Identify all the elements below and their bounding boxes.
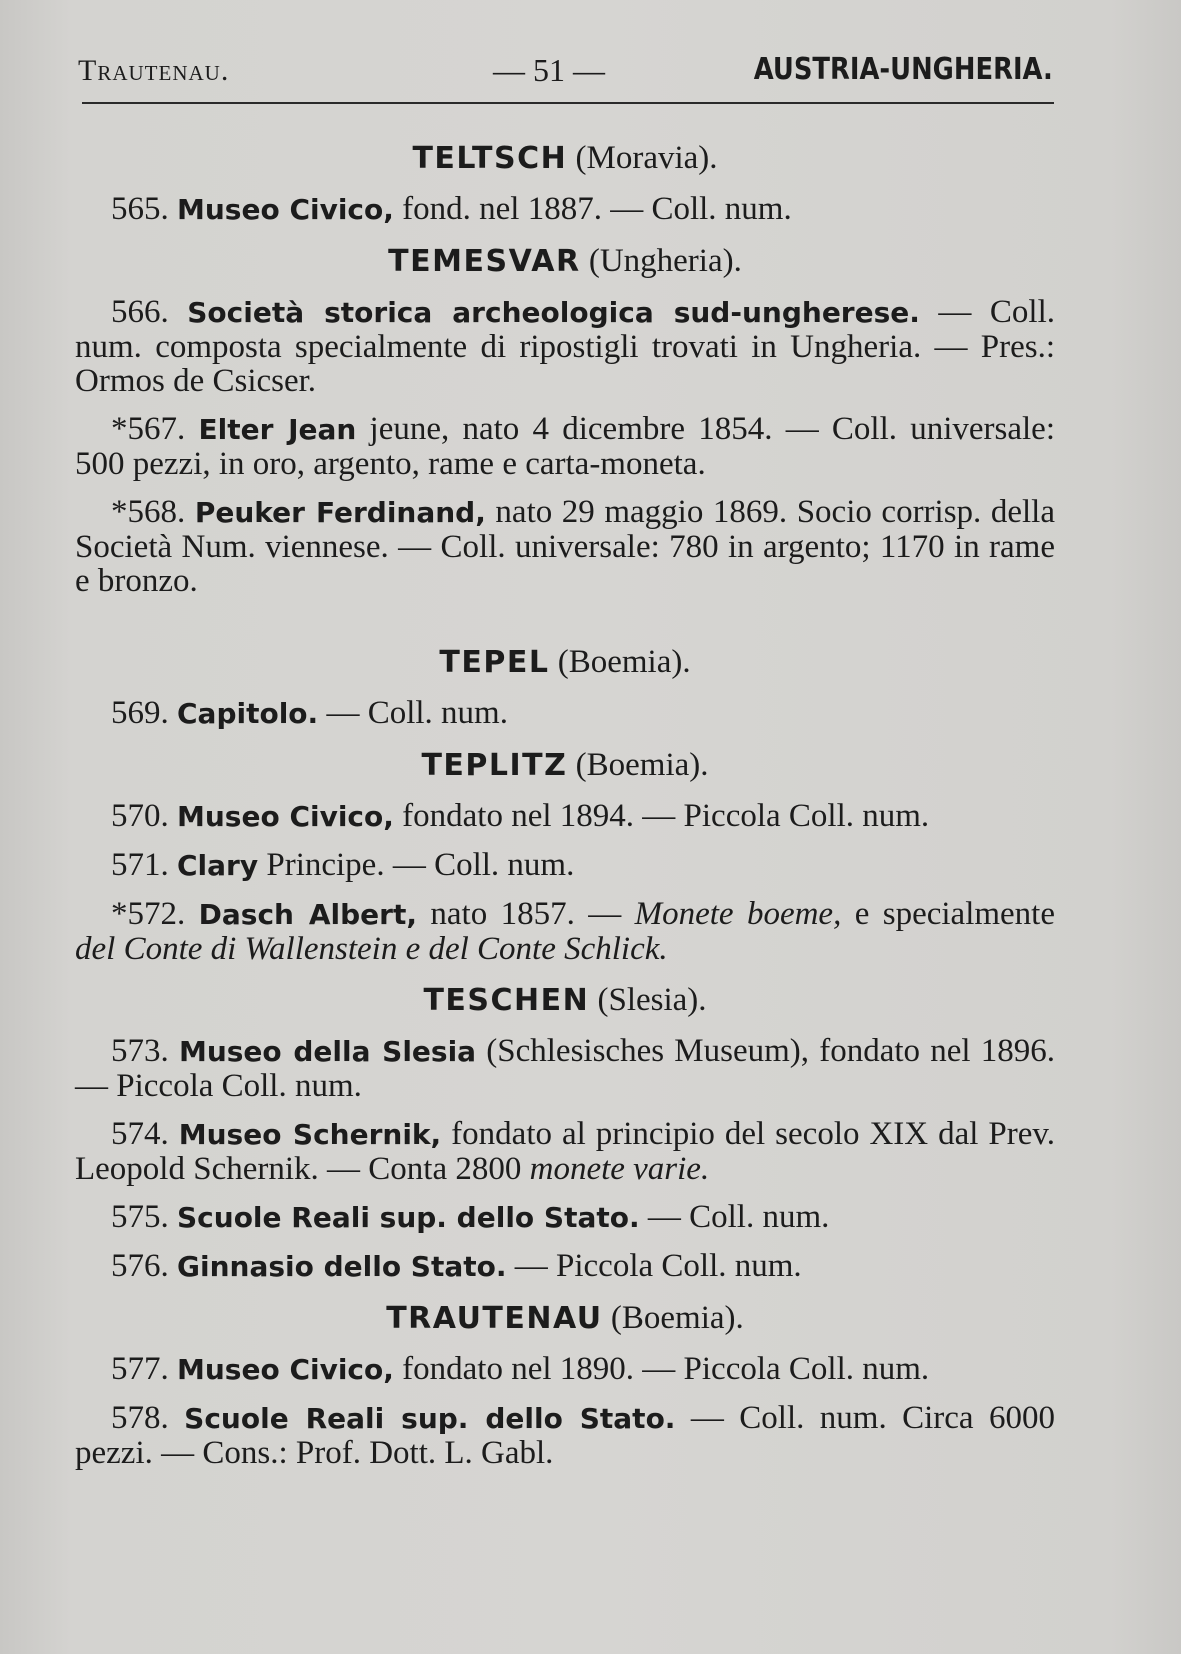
entry-number: *568. xyxy=(111,494,186,530)
entry-italic: Monete boeme, xyxy=(634,896,842,932)
entry-number: 571. xyxy=(111,847,169,883)
entry-text: fondato nel 1894. — Piccola Coll. num. xyxy=(393,798,930,834)
entry-text: Principe. — Coll. num. xyxy=(258,847,575,883)
entry-number: 570. xyxy=(111,798,169,834)
entry-name: Museo Schernik, xyxy=(178,1118,442,1151)
entry-name: Peuker Ferdinand, xyxy=(194,496,486,529)
entry-name: Scuole Reali sup. dello Stato. xyxy=(184,1402,676,1435)
city-name: TEPLITZ xyxy=(421,748,568,783)
entry-italic: monete varie. xyxy=(529,1151,710,1187)
entry-name: Museo Civico, xyxy=(177,800,394,833)
page-number: — 51 — xyxy=(493,52,605,88)
city-heading xyxy=(75,980,1055,1020)
country-heading: AUSTRIA-UNGHERIA. xyxy=(753,52,1053,87)
entry-number: 578. xyxy=(111,1400,169,1436)
entry-name: Museo Civico, xyxy=(177,1353,394,1386)
catalog-entry xyxy=(75,799,1055,834)
entry-number: 573. xyxy=(111,1033,169,1069)
city-region: (Moravia). xyxy=(575,140,718,176)
entry-name: Museo della Slesia xyxy=(178,1035,477,1068)
city-heading xyxy=(75,241,1055,281)
catalog-entry xyxy=(75,192,1055,227)
catalog-entry xyxy=(75,1200,1055,1235)
entry-text: jeune, nato 4 dicembre 1854. — Coll. universale: 500 pezzi, in oro, argento, rame e carta-moneta. xyxy=(75,411,1056,482)
entry-number: 574. xyxy=(111,1116,169,1152)
catalog-entry xyxy=(75,1249,1055,1284)
entry-name: Elter Jean xyxy=(198,413,357,446)
catalog-entry xyxy=(75,412,1055,481)
entry-text: nato 1857. — xyxy=(417,896,635,932)
city-region: (Slesia). xyxy=(597,982,707,1018)
entry-text: nato 29 maggio 1869. Socio corrisp. della Società Num. viennese. — Coll. universale: 780 in argento; 1170 in rame e bronzo. xyxy=(75,494,1055,599)
entry-italic: del Conte di Wallenstein e del Conte Schlick. xyxy=(75,931,668,967)
entry-number: 577. xyxy=(111,1351,169,1387)
entry-text: fond. nel 1887. — Coll. num. xyxy=(393,191,792,227)
entry-number: 565. xyxy=(111,191,169,227)
catalog-entry xyxy=(75,295,1055,398)
entry-number: 566. xyxy=(111,294,169,330)
city-name: TEPEL xyxy=(439,645,550,680)
city-heading xyxy=(75,1298,1055,1338)
entry-text: e specialmente xyxy=(841,896,1055,932)
city-region: (Boemia). xyxy=(610,1300,744,1336)
entry-name: Museo Civico, xyxy=(177,193,394,226)
city-name: TEMESVAR xyxy=(388,244,581,279)
entry-name: Dasch Albert, xyxy=(198,898,417,931)
entry-text: — Piccola Coll. num. xyxy=(506,1248,802,1284)
entry-name: Scuole Reali sup. dello Stato. xyxy=(177,1201,640,1234)
running-head: Trautenau. xyxy=(78,54,230,87)
catalog-entry xyxy=(75,897,1055,966)
city-heading xyxy=(75,642,1055,682)
entry-number: *567. xyxy=(111,411,186,447)
entry-text: — Coll. num. composta specialmente di ripostigli trovati in Ungheria. — Pres.: Ormos de Csicser. xyxy=(75,294,1055,399)
catalog-entry xyxy=(75,848,1055,883)
city-region: (Ungheria). xyxy=(588,243,742,279)
catalog-entry xyxy=(75,1352,1055,1387)
entry-number: 569. xyxy=(111,695,169,731)
city-name: TELTSCH xyxy=(412,141,568,176)
entry-text: (Schlesisches Museum), fondato nel 1896. — Piccola Coll. num. xyxy=(75,1033,1055,1104)
catalog-entry xyxy=(75,1034,1055,1103)
entry-number: *572. xyxy=(111,896,186,932)
entry-text: — Coll. num. xyxy=(318,695,508,731)
entry-name: Società storica archeologica sud-ungherese. xyxy=(187,296,920,329)
city-name: TESCHEN xyxy=(423,983,590,1018)
entry-name: Clary xyxy=(177,849,259,882)
catalog-entry xyxy=(75,1117,1055,1186)
city-region: (Boemia). xyxy=(557,644,691,680)
spacer xyxy=(75,612,1055,632)
entry-number: 576. xyxy=(111,1248,169,1284)
city-name: TRAUTENAU xyxy=(386,1301,603,1336)
city-heading xyxy=(75,745,1055,785)
entry-text: fondato nel 1890. — Piccola Coll. num. xyxy=(393,1351,930,1387)
entry-number: 575. xyxy=(111,1199,169,1235)
entry-text: fondato al principio del secolo XIX dal Prev. Leopold Schernik. — Conta 2800 xyxy=(75,1116,1055,1187)
catalog-entry xyxy=(75,495,1055,598)
entry-text: — Coll. num. Circa 6000 pezzi. — Cons.: Prof. Dott. L. Gabl. xyxy=(75,1400,1055,1471)
entry-text: — Coll. num. xyxy=(639,1199,830,1235)
header-rule xyxy=(82,102,1054,104)
page-header xyxy=(78,48,1053,98)
entry-name: Ginnasio dello Stato. xyxy=(177,1250,507,1283)
catalog-entry xyxy=(75,1401,1055,1470)
city-region: (Boemia). xyxy=(575,747,709,783)
city-heading xyxy=(75,138,1055,178)
catalog-entry xyxy=(75,696,1055,731)
entry-name: Capitolo. xyxy=(177,697,319,730)
page-content xyxy=(75,128,1055,1484)
